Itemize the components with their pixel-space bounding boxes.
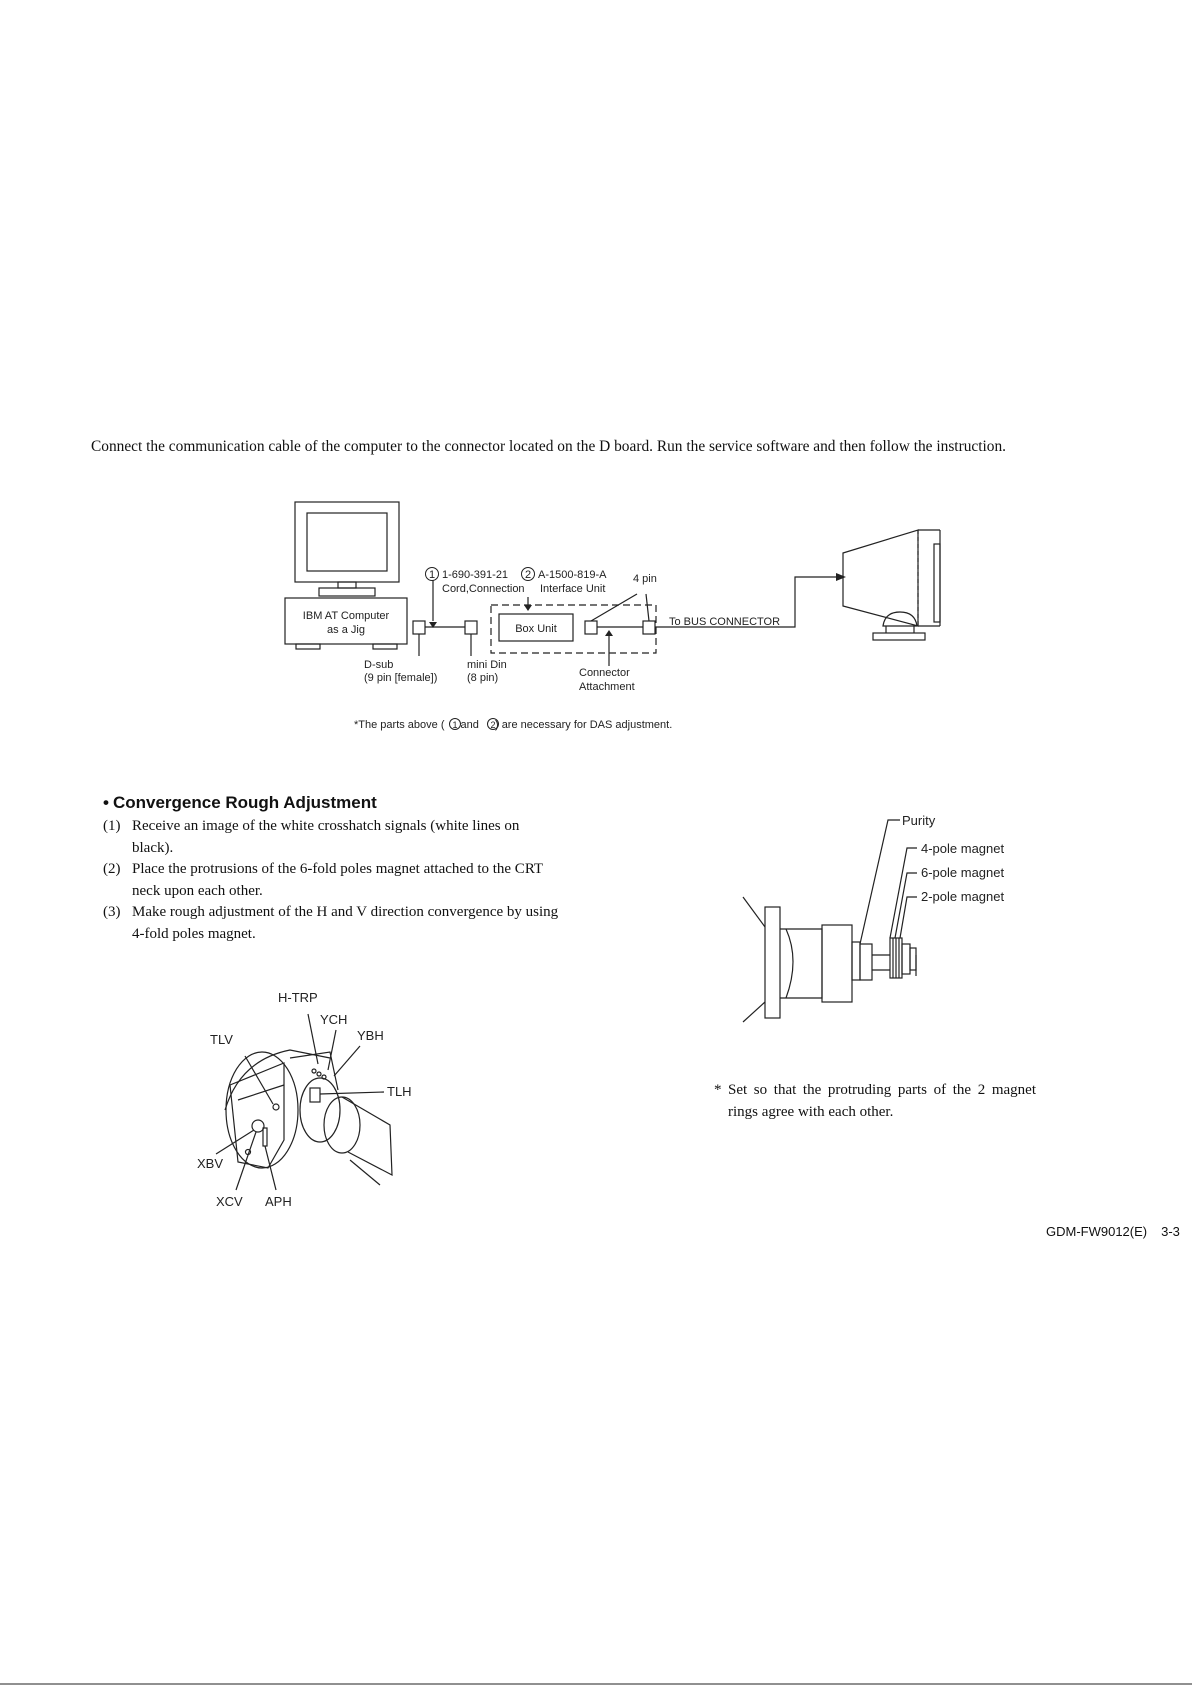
label-xbv: XBV — [197, 1156, 224, 1171]
diagram-footnote: *The parts above ( and ) are necessary for DAS adjustment. — [354, 719, 673, 731]
footnote-circle-1: 1 — [452, 720, 458, 730]
computer-monitor — [295, 502, 399, 582]
computer-label-2: as a Jig — [327, 624, 365, 636]
step-number: (1) — [103, 818, 121, 834]
label-2-pole-magnet: 2-pole magnet — [921, 889, 1005, 904]
step-3 — [103, 902, 563, 945]
part1-name: Cord,Connection — [442, 583, 525, 595]
dsub-label-1: D-sub — [364, 659, 394, 671]
model-number: GDM-FW9012(E) — [1046, 1224, 1148, 1239]
step-text: Place the protrusions of the 6-fold poles magnet attached to the CRT neck upon each other. — [132, 861, 543, 899]
note-asterisk: * — [714, 1082, 722, 1098]
page-footer — [1046, 1224, 1180, 1239]
connector-label-2: Attachment — [579, 681, 635, 693]
pin-connector-right — [643, 621, 655, 634]
connector-label-1: Connector — [579, 667, 630, 679]
step-number: (3) — [103, 904, 121, 920]
part2-name: Interface Unit — [540, 583, 606, 595]
label-6-pole-magnet: 6-pole magnet — [921, 865, 1005, 880]
label-tlh: TLH — [387, 1084, 412, 1099]
footnote-circle-2: 2 — [490, 720, 496, 730]
part1-number: 1 — [428, 569, 436, 581]
step-number: (2) — [103, 861, 121, 877]
step-2 — [103, 859, 563, 902]
computer-label-1: IBM AT Computer — [302, 610, 390, 622]
section-title-text: Convergence Rough Adjustment — [112, 793, 377, 812]
step-text: Make rough adjustment of the H and V direction convergence by using 4-fold poles magnet. — [132, 904, 559, 942]
magnet-note — [714, 1080, 1036, 1123]
label-purity: Purity — [902, 813, 936, 828]
bus-label: To BUS CONNECTOR — [669, 616, 781, 628]
box-unit-label: Box Unit — [515, 623, 557, 635]
label-htrp: H-TRP — [278, 990, 318, 1005]
step-1 — [103, 816, 563, 859]
crt-monitor — [843, 530, 918, 626]
mini-din-label-1: mini Din — [467, 659, 507, 671]
crt-neck-illustration — [743, 820, 917, 1022]
step-text: Receive an image of the white crosshatch signals (white lines on black). — [132, 818, 520, 856]
section-title — [103, 793, 377, 813]
page-number: 3-3 — [1161, 1224, 1180, 1239]
dsub-connector — [413, 621, 425, 634]
intro-text: Connect the communication cable of the computer to the connector located on the D board. Run the service software and then follow the instruction. — [91, 438, 1007, 455]
part2-number: 2 — [524, 569, 532, 581]
label-tlv: TLV — [210, 1032, 233, 1047]
label-4-pole-magnet: 4-pole magnet — [921, 841, 1005, 856]
purity-ring — [860, 944, 872, 980]
part1-code: 1-690-391-21 — [442, 569, 509, 581]
label-aph: APH — [265, 1194, 292, 1209]
mini-din-connector — [465, 621, 477, 634]
note-text: Set so that the protruding parts of the 2 magnet rings agree with each other. — [728, 1082, 1036, 1120]
section-bullet: • — [103, 793, 109, 812]
label-ych: YCH — [320, 1012, 348, 1027]
pin-label: 4 pin — [633, 573, 657, 585]
label-ybh: YBH — [357, 1028, 384, 1043]
part2-code: A-1500-819-A — [538, 569, 607, 581]
mini-din-label-2: (8 pin) — [467, 672, 499, 684]
dsub-label-2: (9 pin [female]) — [364, 672, 438, 684]
computer-screen — [307, 513, 387, 571]
pin-connector-left — [585, 621, 597, 634]
label-xcv: XCV — [216, 1194, 243, 1209]
